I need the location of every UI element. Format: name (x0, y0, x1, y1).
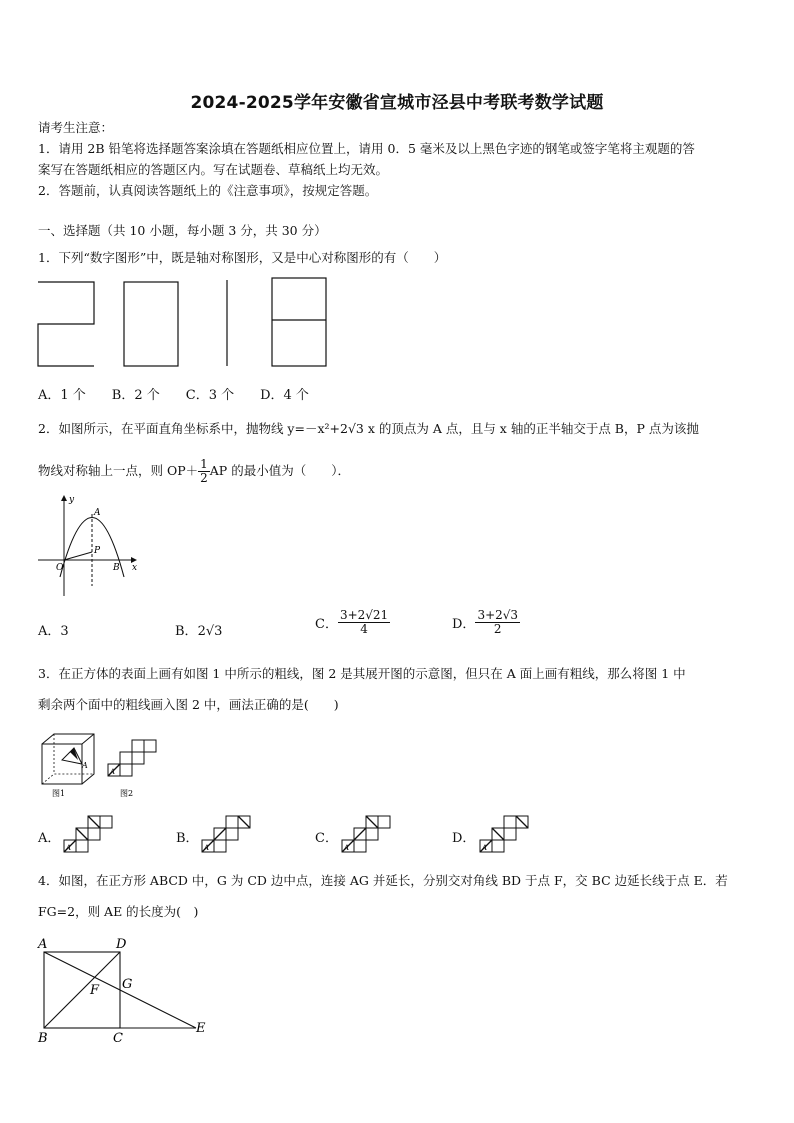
question-1-options: A．1 个 B．2 个 C．3 个 D．4 个 (38, 388, 309, 403)
label-y: y (69, 495, 75, 505)
opt-b-face-label: A (204, 844, 210, 852)
fig2-caption: 图2 (120, 789, 134, 798)
question-2-option-a: A．3 (38, 624, 69, 639)
option-d-fraction (475, 609, 520, 636)
opt-a-face-label: A (66, 844, 72, 852)
question-3-option-d-net (478, 814, 538, 856)
page-title: 2024-2025学年安徽省宣城市泾县中考联考数学试题 (190, 93, 604, 113)
question-2-stem-a: 2．如图所示，在平面直角坐标系中，抛物线 y=－x²+2√3 x 的顶点为 A 点，且与 x 轴的正半轴交于点 B，P 点为该抛 (38, 421, 699, 436)
opt-d-face-label: A (482, 844, 488, 852)
option-d-numerator: 3+2√3 (477, 608, 519, 622)
stem-b-post: AP 的最小值为（ ）． (209, 463, 350, 479)
label-G: G (122, 977, 133, 992)
label-x: x (132, 563, 138, 573)
option-c-fraction (338, 609, 390, 636)
question-2-option-c (315, 609, 390, 636)
section-heading: 一、选择题（共 10 小题，每小题 3 分，共 30 分） (38, 223, 327, 238)
digit-8-shape (272, 278, 326, 366)
fig1-caption: 图1 (52, 789, 66, 798)
question-3-option-a-net (62, 814, 122, 856)
question-3-option-a-label: A． (38, 831, 61, 846)
label-C: C (113, 1031, 123, 1046)
fraction-numerator: 1 (200, 457, 208, 471)
label-A: A (94, 508, 101, 518)
cube-figure (42, 734, 94, 784)
cube-net-figure (108, 740, 156, 776)
question-3-option-c-net (340, 814, 400, 856)
option-d-denominator: 2 (493, 622, 502, 637)
option-c-denominator: 4 (360, 622, 368, 637)
question-2-option-b (175, 620, 222, 639)
label-P: P (94, 546, 101, 556)
question-3-option-d-label: D． (452, 831, 476, 846)
stem-b-pre: 物线对称轴上一点，则 OP＋ (38, 463, 199, 479)
diagonal-BD (44, 952, 120, 1028)
label-D: D (116, 937, 127, 952)
option-c-numerator: 3+2√21 (339, 608, 389, 622)
option-b-value: 2√3 (197, 624, 223, 639)
question-4-stem-b: FG=2，则 AE 的长度为( ) (38, 904, 199, 919)
digit-2-shape (38, 282, 94, 366)
net-face-label: A (110, 768, 116, 776)
question-1-digit-figures (36, 276, 336, 370)
question-3-stem-a: 3．在正方体的表面上画有如图 1 中所示的粗线，图 2 是其展开图的示意图，但只在 A 面上画有粗线，那么将图 1 中 (38, 666, 686, 681)
half-fraction (198, 458, 210, 485)
segment-OP (64, 552, 92, 560)
question-3-figures (38, 730, 168, 800)
question-4-stem-a: 4．如图，在正方形 ABCD 中，G 为 CD 边中点，连接 AG 并延长，分别交对角线 BD 于点 F，交 BC 边延长线于点 E．若 (38, 873, 728, 888)
question-2-option-d (452, 609, 520, 636)
question-3-option-b-label: B． (176, 831, 199, 846)
fraction-denominator: 2 (200, 471, 208, 486)
label-B: B (38, 1031, 48, 1046)
label-O: O (56, 563, 64, 573)
option-c-label: C． (315, 617, 338, 633)
label-F: F (90, 983, 100, 998)
option-b-label: B． (175, 624, 198, 639)
parabola-figure (36, 492, 142, 600)
square-figure (34, 932, 224, 1048)
notice-item-2: 2．答题前，认真阅读答题纸上的《注意事项》，按规定答题。 (38, 183, 378, 198)
label-B: B (113, 563, 120, 573)
question-3-stem-b: 剩余两个面中的粗线画入图 2 中，画法正确的是( ) (38, 697, 339, 712)
notice-heading: 请考生注意： (38, 120, 114, 135)
question-2-stem-b (38, 458, 350, 485)
opt-c-face-label: A (344, 844, 350, 852)
question-3-option-b-net (200, 814, 260, 856)
label-A: A (38, 937, 48, 952)
question-3-option-c-label: C． (315, 831, 338, 846)
cube-face-label: A (82, 761, 88, 770)
question-1-stem: 1．下列“数字图形”中，既是轴对称图形，又是中心对称图形的有（ ） (38, 250, 447, 265)
label-E: E (196, 1021, 206, 1036)
option-d-label: D． (452, 617, 476, 633)
notice-item-1a: 1．请用 2B 铅笔将选择题答案涂填在答题纸相应位置上，请用 0．5 毫米及以上黑色字迹的钢笔或签字笔将主观题的答 (38, 141, 695, 156)
digit-0-shape (124, 282, 178, 366)
notice-item-1b: 案写在答题纸相应的答题区内。写在试题卷、草稿纸上均无效。 (38, 162, 389, 177)
